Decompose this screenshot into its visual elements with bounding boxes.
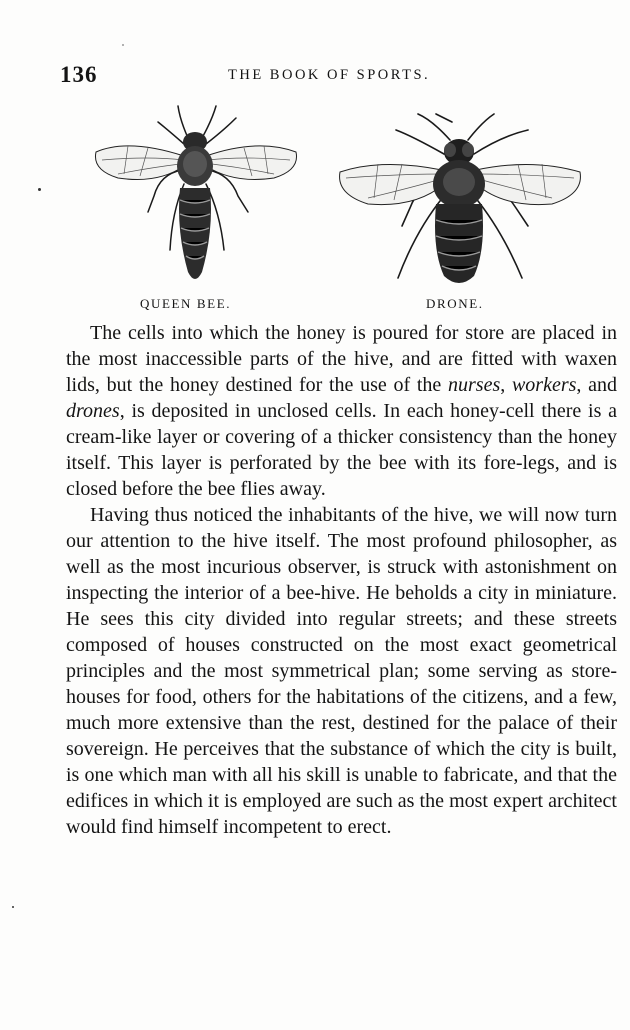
paragraph-1-start: The cells into which the honey is poured for store are placed in the most inaccessible parts of the hive, and are fitted with waxen lids, but the honey destined for the use of the xyxy=(66,322,617,396)
drone-bee-figure xyxy=(332,100,587,290)
queen-bee-icon xyxy=(88,100,303,290)
drone-caption: DRONE. xyxy=(426,296,484,311)
term-nurses: nurses xyxy=(448,374,501,396)
drone-bee-icon xyxy=(332,100,587,290)
ink-speck xyxy=(122,44,124,46)
paragraph-1-and: , and xyxy=(576,374,618,396)
paragraph-1-end: , is deposited in unclosed cells. In each honey-cell there is a cream-like layer or covering of a thicker consistency than the honey itself. This layer is perforated by the bee with its fore-legs, and is closed before the bee flies away. xyxy=(66,400,617,500)
term-workers: workers xyxy=(511,374,577,396)
paragraph-1 xyxy=(66,320,617,502)
page-header xyxy=(60,62,600,92)
term-drones: drones xyxy=(66,400,120,422)
paragraph-2: Having thus noticed the inhabitants of the hive, we will now turn our attention to the hive itself. The most profound philosopher, as well as the most incurious observer, is struck with astonishment on inspecting the interior of a bee-hive. He beholds a city in miniature. He sees this city divided into regular streets; and these streets composed of houses constructed on the most exact geometrical principles and the most symmetrical plan; some serving as store-houses for food, others for the habitations of the citizens, and a few, much more extensive than the rest, destined for the palace of their sovereign. He perceives that the substance of which the city is built, is one which man with all his skill is unable to fabricate, and that the edifices in which it is employed are such as the most expert architect would find himself incompetent to erect. xyxy=(66,504,617,838)
ink-speck xyxy=(12,906,14,908)
ink-speck xyxy=(38,188,41,191)
body-text xyxy=(66,320,617,840)
queen-bee-caption: QUEEN BEE. xyxy=(140,296,232,311)
queen-bee-figure xyxy=(88,100,303,290)
running-title: THE BOOK OF SPORTS. xyxy=(228,67,431,83)
paragraph-1-comma: , xyxy=(500,374,512,396)
page-number: 136 xyxy=(60,62,98,87)
